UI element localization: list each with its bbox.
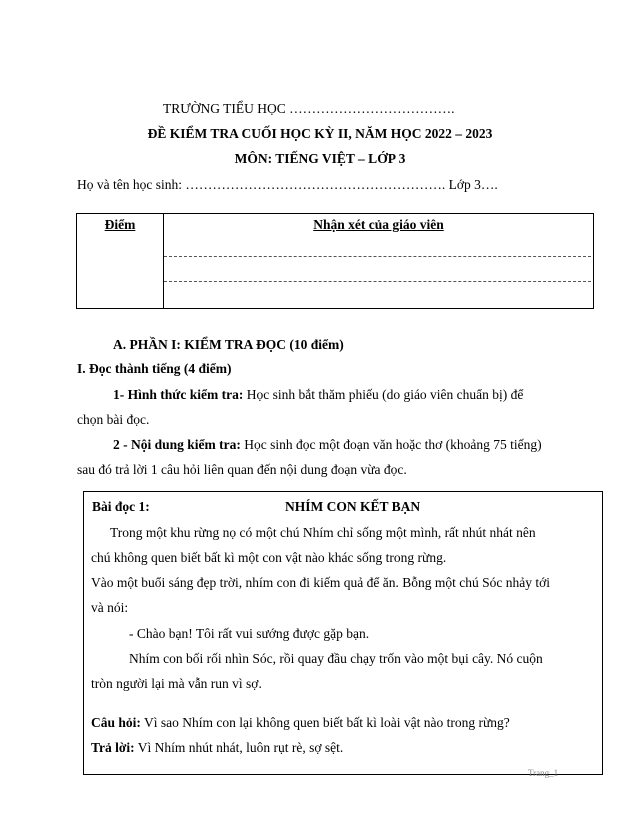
reading-line: chú không quen biết bất kì một con vật nào khác sống trong rừng. — [91, 550, 447, 565]
item2-text-1: Học sinh đọc một đoạn văn hoặc thơ (khoảng 75 tiếng) — [240, 437, 542, 452]
item2-line2: sau đó trả lời 1 câu hỏi liên quan đến nội dung đoạn vừa đọc. — [77, 462, 407, 477]
score-column-header: Điểm — [104, 217, 136, 232]
section-a-heading: A. PHẦN I: KIỂM TRA ĐỌC (10 điểm) — [113, 337, 344, 352]
question-text: Vì sao Nhím con lại không quen biết bất kì loài vật nào trong rừng? — [140, 715, 510, 730]
school-name: TRƯỜNG TIỂU HỌC ………………………………. — [163, 101, 455, 116]
score-table — [76, 213, 594, 309]
comment-header-label: Nhận xét của giáo viên — [313, 217, 444, 232]
reading-line: - Chào bạn! Tôi rất vui sướng được gặp bạn. — [129, 626, 370, 641]
comment-line-1 — [164, 256, 591, 257]
reading-line: Nhím con bối rối nhìn Sóc, rồi quay đầu chạy trốn vào một bụi cây. Nó cuộn — [129, 651, 543, 666]
answer-label: Trả lời: — [91, 740, 135, 755]
reading-label: Bài đọc 1: — [92, 499, 150, 514]
item2-line1 — [113, 437, 542, 453]
item1-text-1: Học sinh bắt thăm phiếu (do giáo viên chuẩn bị) để — [243, 387, 524, 402]
item1-label: 1- Hình thức kiểm tra: — [113, 387, 244, 402]
comment-line-2 — [164, 281, 591, 282]
student-info-line: Họ và tên học sinh: …………………………………………………. Lớp 3…. — [77, 177, 498, 192]
subject-title: MÔN: TIẾNG VIỆT – LỚP 3 — [234, 151, 406, 166]
question-line — [91, 715, 510, 731]
page-number: Trang_1 — [528, 768, 559, 778]
item2-label: 2 - Nội dung kiểm tra: — [113, 437, 241, 452]
reading-line: Trong một khu rừng nọ có một chú Nhím chỉ sống một mình, rất nhút nhát nên — [110, 525, 536, 540]
reading-line: và nói: — [91, 600, 129, 615]
reading-line: Vào một buổi sáng đẹp trời, nhím con đi kiếm quả để ăn. Bỗng một chú Sóc nhảy tới — [91, 575, 550, 590]
exam-title: ĐỀ KIỂM TRA CUỐI HỌC KỲ II, NĂM HỌC 2022 – 2023 — [147, 126, 493, 141]
item1-line1 — [113, 387, 523, 403]
item1-line2: chọn bài đọc. — [77, 412, 150, 427]
reading-box — [83, 491, 603, 775]
reading-line: tròn người lại mà vẫn run vì sợ. — [91, 676, 262, 691]
part-i-heading: I. Đọc thành tiếng (4 điểm) — [77, 361, 232, 376]
answer-text: Vì Nhím nhút nhát, luôn rụt rè, sợ sệt. — [134, 740, 344, 755]
comment-column-header — [164, 217, 593, 233]
answer-line — [91, 740, 343, 756]
question-label: Câu hỏi: — [91, 715, 141, 730]
reading-title: NHÍM CON KẾT BẠN — [285, 499, 421, 514]
